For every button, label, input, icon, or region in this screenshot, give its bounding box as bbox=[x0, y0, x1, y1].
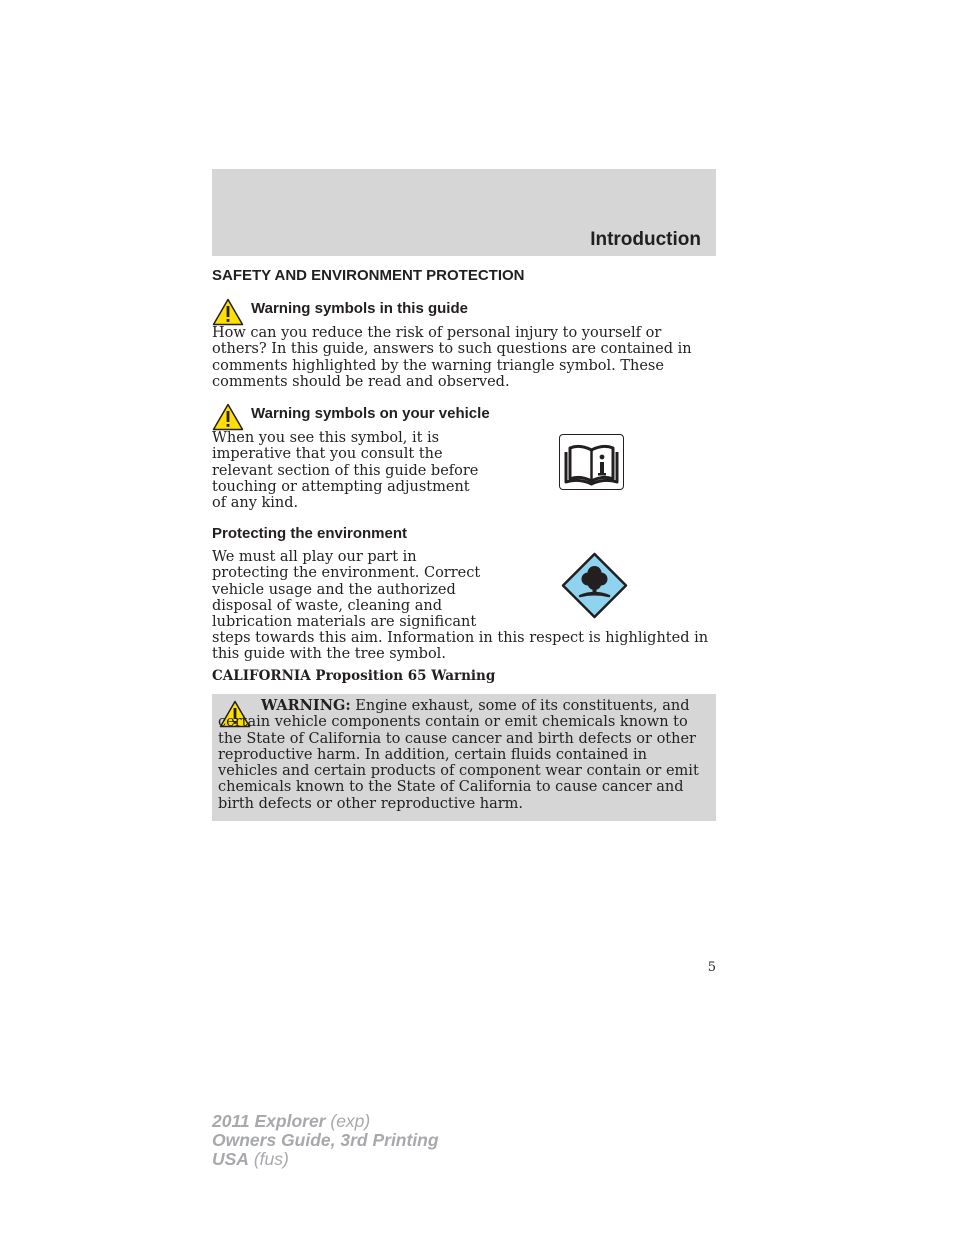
prop65-warning-box bbox=[212, 694, 716, 821]
warning-triangle-icon bbox=[212, 298, 244, 326]
guide-symbols-body: How can you reduce the risk of personal injury to yourself or others? In this guide, answers to such questions are contained in comments highlighted by the warning triangle symbol. These comments should be read and observed. bbox=[212, 325, 692, 390]
warning-triangle-icon bbox=[212, 403, 244, 431]
warning-body: Engine exhaust, some of its constituents, and certain vehicle components contain or emit chemicals known to the State of California to cause cancer and birth defects or other reproductive harm. In addition, certain fluids contained in vehicles and certain products of component wear contain or emit chemicals known to the State of California to cause cancer and birth defects or other reproductive harm. bbox=[218, 698, 699, 812]
environment-body-narrow: We must all play our part in protecting the environment. Correct vehicle usage and the authorized disposal of waste, cleaning and lubrication materials are significant bbox=[212, 549, 481, 631]
tree-symbol-icon bbox=[561, 552, 628, 619]
chapter-header-band bbox=[212, 169, 716, 256]
vehicle-symbols-heading: Warning symbols on your vehicle bbox=[251, 405, 490, 422]
guide-symbols-heading: Warning symbols in this guide bbox=[251, 300, 468, 317]
environment-heading: Protecting the environment bbox=[212, 525, 408, 542]
environment-body-wide: steps towards this aim. Information in this respect is highlighted in this guide with the tree symbol. bbox=[212, 630, 709, 663]
section-title: SAFETY AND ENVIRONMENT PROTECTION bbox=[212, 267, 525, 284]
page-number: 5 bbox=[707, 960, 716, 975]
prop65-warning-text bbox=[218, 698, 708, 812]
warning-label: WARNING: bbox=[261, 697, 351, 714]
document-footer: 2011 Explorer (exp) Owners Guide, 3rd Printing USA (fus) bbox=[212, 1111, 439, 1169]
consult-manual-book-icon bbox=[559, 434, 624, 490]
chapter-title: Introduction bbox=[590, 229, 701, 250]
vehicle-symbols-body: When you see this symbol, it is imperative that you consult the relevant section of this guide before touching or attempting adjustment of any kind. bbox=[212, 430, 479, 512]
california-heading: CALIFORNIA Proposition 65 Warning bbox=[212, 668, 496, 684]
